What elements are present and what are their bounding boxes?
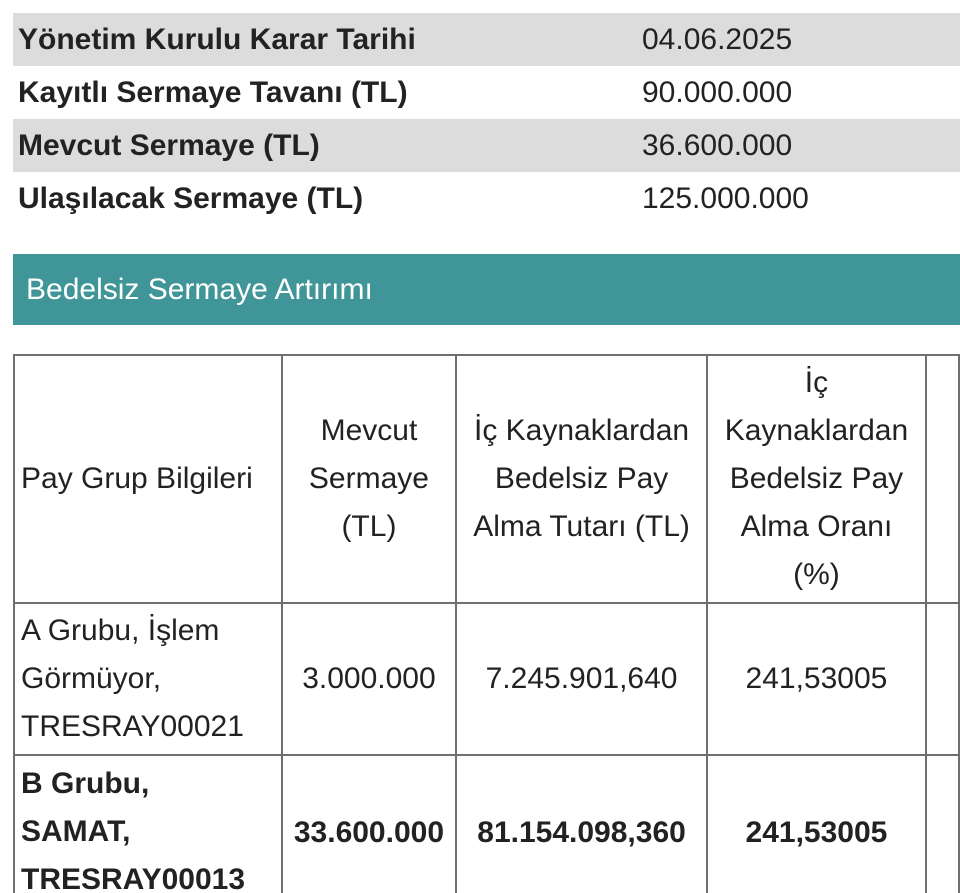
overflow-cell xyxy=(926,603,959,755)
header-current-capital xyxy=(282,355,457,603)
header-line: Sermaye xyxy=(308,462,429,495)
registered-capital-ceiling-value: 90.000.000 xyxy=(642,75,793,109)
target-capital-label: Ulaşılacak Sermaye (TL) xyxy=(18,181,364,215)
group-line: SAMAT, xyxy=(21,815,131,848)
bonus-ratio-cell: 241,53005 xyxy=(707,755,926,893)
header-line: İç xyxy=(804,366,829,399)
overflow-cell xyxy=(926,755,959,893)
header-bonus-amount xyxy=(456,355,707,603)
header-line: Alma Oranı xyxy=(740,510,893,543)
header-line: İç Kaynaklardan xyxy=(473,414,690,447)
header-line: Kaynaklardan xyxy=(724,414,909,447)
share-group-cell xyxy=(14,603,282,755)
current-capital-cell: 33.600.000 xyxy=(282,755,457,893)
current-capital-value: 36.600.000 xyxy=(642,128,793,162)
target-capital-value: 125.000.000 xyxy=(642,181,809,215)
share-group-cell xyxy=(14,755,282,893)
registered-capital-ceiling-label: Kayıtlı Sermaye Tavanı (TL) xyxy=(18,75,408,109)
table-row xyxy=(14,603,959,755)
header-overflow-column xyxy=(926,355,959,603)
bonus-amount-cell: 81.154.098,360 xyxy=(456,755,707,893)
group-line: B Grubu, xyxy=(21,767,150,800)
board-decision-date-label: Yönetim Kurulu Karar Tarihi xyxy=(18,22,416,56)
current-capital-cell: 3.000.000 xyxy=(282,603,457,755)
header-line: (%) xyxy=(793,558,840,591)
header-line: Mevcut xyxy=(320,414,418,447)
summary-row-current-capital xyxy=(13,119,960,172)
table-row xyxy=(14,755,959,893)
board-decision-date-value: 04.06.2025 xyxy=(642,22,793,56)
bonus-ratio-cell: 241,53005 xyxy=(707,603,926,755)
share-group-table xyxy=(13,354,960,893)
header-line: Alma Tutarı (TL) xyxy=(473,510,690,543)
table-header-row xyxy=(14,355,959,603)
header-share-group-info xyxy=(14,355,282,603)
bonus-amount-cell: 7.245.901,640 xyxy=(456,603,707,755)
header-line: Pay Grup Bilgileri xyxy=(21,462,253,495)
header-line: (TL) xyxy=(341,510,397,543)
section-header-bonus-issue xyxy=(13,254,960,325)
group-line: TRESRAY00021 xyxy=(21,710,244,743)
group-line: A Grubu, İşlem xyxy=(21,614,220,647)
summary-row-board-decision-date xyxy=(13,13,960,66)
group-line: TRESRAY00013 xyxy=(21,863,246,893)
summary-table xyxy=(13,13,960,225)
section-title: Bedelsiz Sermaye Artırımı xyxy=(26,272,373,306)
current-capital-label: Mevcut Sermaye (TL) xyxy=(18,128,320,162)
header-bonus-ratio xyxy=(707,355,926,603)
group-line: Görmüyor, xyxy=(21,662,162,695)
share-group-table-container[interactable] xyxy=(13,354,960,893)
header-line: Bedelsiz Pay xyxy=(729,462,904,495)
summary-row-registered-capital-ceiling xyxy=(13,66,960,119)
header-line: Bedelsiz Pay xyxy=(494,462,669,495)
summary-row-target-capital xyxy=(13,172,960,225)
